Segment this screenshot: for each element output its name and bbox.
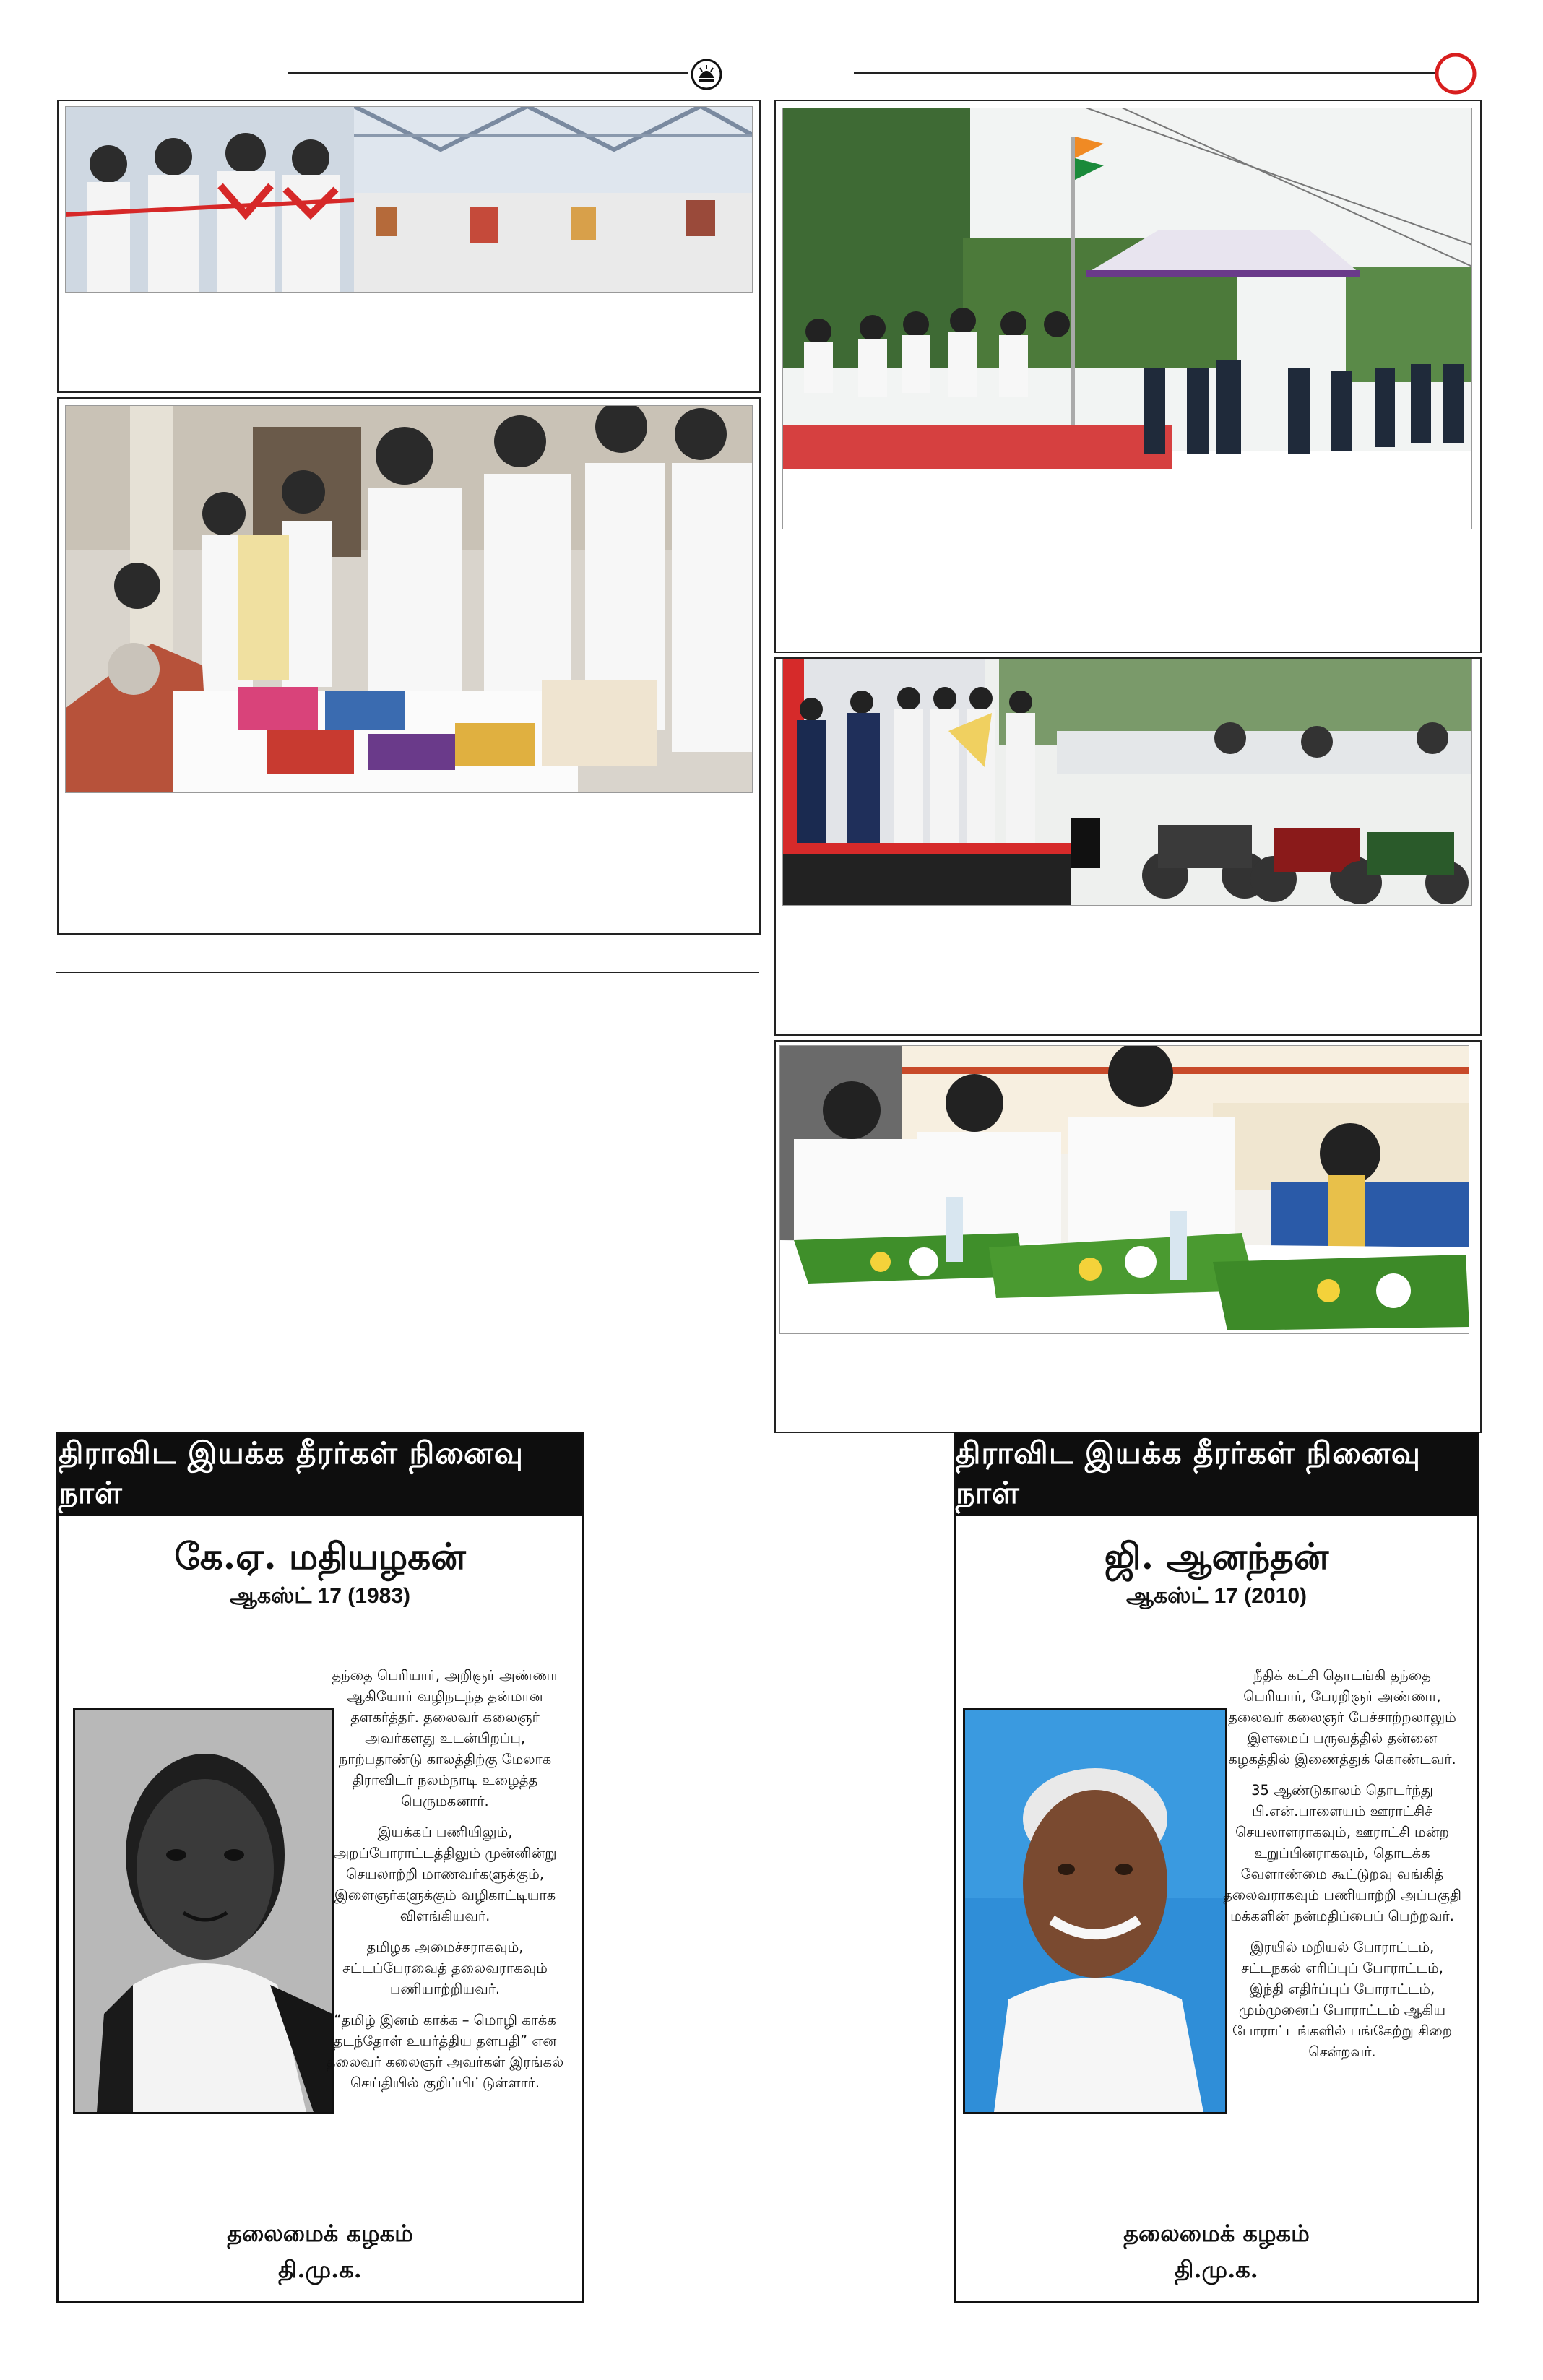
- footer-line-1: தலைமைக் கழகம்: [227, 2220, 413, 2247]
- memorial-paragraph: 35 ஆண்டுகாலம் தொடர்ந்து பி.என்.பாளையம் ஊராட்சிச் செயலாளராகவும், ஊராட்சி மன்ற உறுப்பினராகவும், தொடக்க வேளாண்மை கூட்டுறவு வங்கித் தலைவராகவும் பணியாற்றி அப்பகுதி மக்களின் நன்மதிப்பைப் பெற்றவர்.: [1223, 1782, 1461, 1924]
- community-feast-photo: [779, 1045, 1469, 1334]
- top-rule-right: [854, 72, 1435, 74]
- memorial-paragraph: தமிழக அமைச்சராகவும், சட்டப்பேரவைத் தலைவராகவும் பணியாற்றியவர்.: [342, 1939, 548, 1997]
- portrait-photo: [73, 1708, 334, 2114]
- memorial-footer: [59, 2215, 582, 2288]
- footer-line-2: தி.மு.க.: [1175, 2256, 1258, 2283]
- footer-line-2: தி.மு.க.: [278, 2256, 362, 2283]
- memorial-paragraph: தந்தை பெரியார், அறிஞர் அண்ணா ஆகியோர் வழிநடந்த தன்மான தளகர்த்தர். தலைவர் கலைஞர் அவர்களது உடன்பிறப்பு, நாற்பதாண்டு காலத்திற்கு மேலாக திராவிடர் நலம்நாடி உழைத்த பெருமகனார்.: [332, 1667, 558, 1809]
- memorial-header: திராவிட இயக்க தீரர்கள் நினைவு நாள்: [956, 1434, 1477, 1516]
- memorial-card-mathiyazhagan: [56, 1432, 584, 2303]
- section-divider-left: [56, 972, 759, 973]
- memorial-date: ஆகஸ்ட் 17 (1983): [230, 1584, 410, 1608]
- photo-frame-inauguration: [57, 100, 761, 393]
- memorial-text: [1223, 1665, 1461, 2072]
- bike-rally-flag-off-photo: [782, 659, 1472, 906]
- memorial-footer: [956, 2215, 1477, 2288]
- memorial-name: ஜி. ஆனந்தன்: [1104, 1535, 1329, 1578]
- welfare-distribution-photo: [65, 405, 753, 793]
- photo-frame-flag-hoisting: [774, 100, 1482, 653]
- memorial-paragraph: இயக்கப் பணியிலும், அறப்போராட்டத்திலும் முன்னின்று செயலாற்றி மாணவர்களுக்கும், இளைஞர்களுக்கும் வழிகாட்டியாக விளங்கியவர்.: [333, 1824, 557, 1924]
- flag-hoisting-parade-photo: [782, 108, 1472, 529]
- photo-frame-bike-rally: [774, 657, 1482, 1036]
- memorial-date: ஆகஸ்ட் 17 (2010): [1126, 1584, 1307, 1608]
- rising-sun-emblem-icon: [690, 58, 723, 91]
- red-circle-emblem-icon: [1434, 52, 1477, 95]
- footer-line-1: தலைமைக் கழகம்: [1123, 2220, 1310, 2247]
- top-rule-left: [288, 72, 688, 74]
- memorial-name: கே.ஏ. மதியழகன்: [174, 1535, 466, 1578]
- memorial-card-anandan: [954, 1432, 1479, 2303]
- memorial-text: [326, 1665, 564, 2103]
- portrait-photo: [963, 1708, 1227, 2114]
- memorial-paragraph: “தமிழ் இனம் காக்க – மொழி காக்க தடந்தோள் உயர்த்திய தளபதி” என தலைவர் கலைஞர் அவர்கள் இரங்கல் செய்தியில் குறிப்பிட்டுள்ளார்.: [326, 2012, 564, 2091]
- memorial-header: திராவிட இயக்க தீரர்கள் நினைவு நாள்: [59, 1434, 582, 1516]
- ribbon-cutting-photo: [65, 106, 753, 293]
- memorial-paragraph: இரயில் மறியல் போராட்டம், சட்டநகல் எரிப்புப் போராட்டம், இந்தி எதிர்ப்புப் போராட்டம், மும்முனைப் போராட்டம் ஆகிய போராட்டங்களில் பங்கேற்று சிறை சென்றவர்.: [1232, 1939, 1453, 2060]
- memorial-paragraph: நீதிக் கட்சி தொடங்கி தந்தை பெரியார், பேரறிஞர் அண்ணா, தலைவர் கலைஞர் பேச்சாற்றலாலும் இளமைப் பருவத்தில் தன்னை கழகத்தில் இணைத்துக் கொண்டவர்.: [1228, 1667, 1456, 1767]
- photo-frame-distribution: [57, 397, 761, 935]
- photo-frame-community-feast: [774, 1040, 1482, 1433]
